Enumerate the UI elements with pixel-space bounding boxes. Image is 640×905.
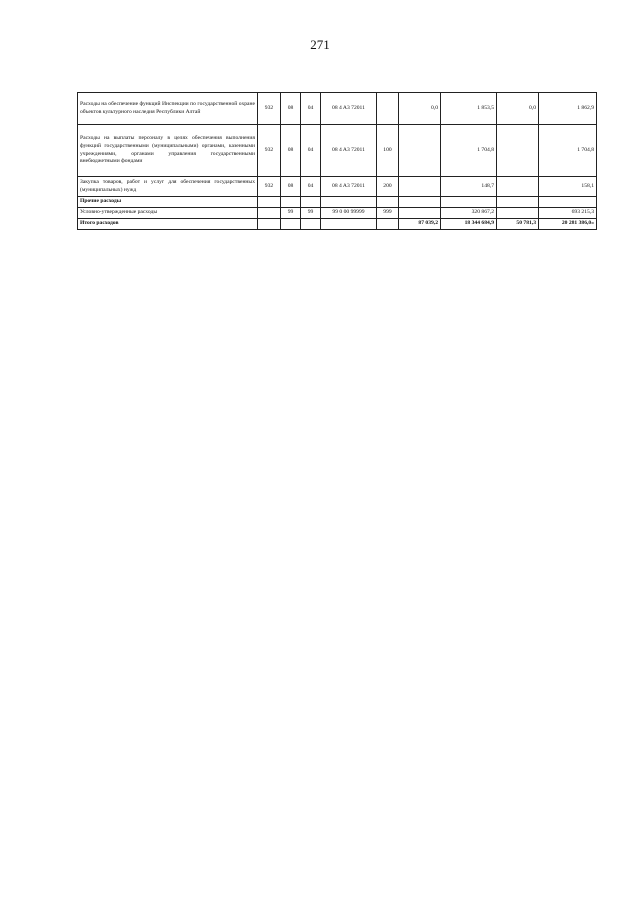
subsection-cell: 04 [301,93,321,125]
row-name: Прочие расходы [78,197,258,208]
amount-cell [539,197,597,208]
amount-cell: 1 704,8 [539,125,597,177]
target-article-cell: 08 4 A3 72011 [321,177,377,197]
amount-cell [399,177,441,197]
amount-cell [399,125,441,177]
section-cell: 08 [281,93,301,125]
page-number: 271 [310,37,330,52]
section-cell: 08 [281,125,301,177]
grbs-cell: 932 [258,93,281,125]
row-name: Условно-утвержденные расходы [78,208,258,219]
row-name: Итого расходов [78,219,258,230]
budget-expenditure-table [77,92,597,230]
row-name: Закупка товаров, работ и услуг для обеспечения государственных (муниципальных) нужд [78,177,258,197]
grbs-cell: 932 [258,125,281,177]
section-cell [281,219,301,230]
amount-cell: 18 344 684,9 [441,219,497,230]
amount-cell [497,125,539,177]
table-row [78,125,597,177]
amount-cell: 1 862,9 [539,93,597,125]
table-row [78,177,597,197]
target-article-cell: 08 4 A3 72011 [321,125,377,177]
amount-cell: 0,0 [497,93,539,125]
amount-cell [399,208,441,219]
expense-type-cell: 200 [377,177,399,197]
table-row [78,208,597,219]
amount-cell [497,197,539,208]
target-article-cell [321,219,377,230]
grbs-cell [258,197,281,208]
section-cell: 08 [281,177,301,197]
amount-cell: 693 215,3 [539,208,597,219]
amount-cell: 50 781,3 [497,219,539,230]
amount-cell [497,177,539,197]
expense-type-cell: 100 [377,125,399,177]
amount-cell: 1 853,5 [441,93,497,125]
expense-type-cell: 999 [377,208,399,219]
subsection-cell: 99 [301,208,321,219]
amount-cell: 0,0 [399,93,441,125]
table-row [78,93,597,125]
expense-type-cell [377,197,399,208]
section-heading-row [78,197,597,208]
amount-cell: 158,1 [539,177,597,197]
section-cell: 99 [281,208,301,219]
row-name: Расходы на выплаты персоналу в целях обеспечения выполнения функций государственными (муниципальными) органами, казенными учреждениями, органами управления государственными внебюджетными фондами [78,125,258,177]
grbs-cell [258,219,281,230]
amount-cell: 148,7 [441,177,497,197]
amount-cell [497,208,539,219]
amount-cell: 320 867,2 [441,208,497,219]
target-article-cell: 08 4 A3 72011 [321,93,377,125]
row-name: Расходы на обеспечение функций Инспекции по государственной охране объектов культурного наследия Республики Алтай [78,93,258,125]
subsection-cell [301,197,321,208]
amount-cell: 1 704,8 [441,125,497,177]
subsection-cell: 04 [301,177,321,197]
grbs-cell [258,208,281,219]
amount-cell: 87 039,2 [399,219,441,230]
amount-cell: 20 281 386,0» [539,219,597,230]
subsection-cell [301,219,321,230]
total-row [78,219,597,230]
target-article-cell [321,197,377,208]
amount-cell [399,197,441,208]
expense-type-cell [377,219,399,230]
grbs-cell: 932 [258,177,281,197]
section-cell [281,197,301,208]
amount-cell [441,197,497,208]
subsection-cell: 04 [301,125,321,177]
target-article-cell: 99 0 00 99999 [321,208,377,219]
expense-type-cell [377,93,399,125]
